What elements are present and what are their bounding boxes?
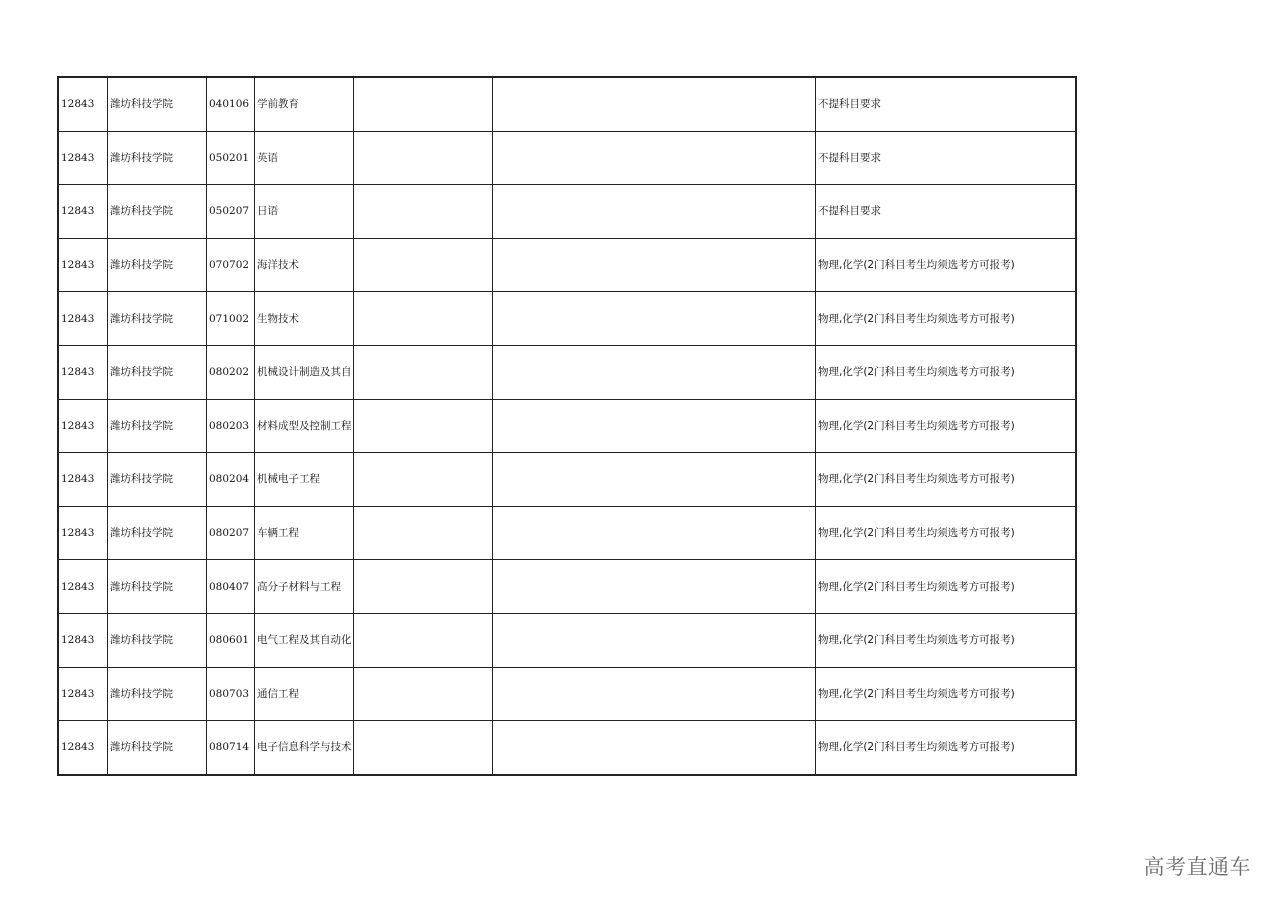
empty-cell	[354, 506, 493, 560]
empty-cell	[354, 131, 493, 185]
school-name-cell: 潍坊科技学院	[108, 453, 207, 507]
table-row	[59, 345, 1076, 399]
major-code-cell: 080714	[207, 721, 255, 775]
empty-cell	[493, 721, 816, 775]
major-name-cell: 学前教育	[255, 78, 354, 132]
major-name-cell: 英语	[255, 131, 354, 185]
major-code-cell: 080203	[207, 399, 255, 453]
empty-cell	[493, 560, 816, 614]
major-code-cell: 080207	[207, 506, 255, 560]
empty-cell	[354, 78, 493, 132]
empty-cell	[493, 345, 816, 399]
subject-requirement-cell: 物理,化学(2门科目考生均须选考方可报考)	[816, 292, 1076, 346]
subject-requirement-cell: 物理,化学(2门科目考生均须选考方可报考)	[816, 453, 1076, 507]
school-code-cell: 12843	[59, 560, 108, 614]
school-code-cell: 12843	[59, 399, 108, 453]
major-name-cell: 电气工程及其自动化	[255, 613, 354, 667]
major-code-cell: 070702	[207, 238, 255, 292]
subject-requirement-cell: 物理,化学(2门科目考生均须选考方可报考)	[816, 399, 1076, 453]
empty-cell	[493, 506, 816, 560]
table-row	[59, 292, 1076, 346]
major-name-cell: 海洋技术	[255, 238, 354, 292]
empty-cell	[493, 399, 816, 453]
major-name-cell: 机械设计制造及其自	[255, 345, 354, 399]
major-code-cell: 071002	[207, 292, 255, 346]
table-row	[59, 721, 1076, 775]
major-name-cell: 日语	[255, 185, 354, 239]
school-code-cell: 12843	[59, 506, 108, 560]
school-code-cell: 12843	[59, 453, 108, 507]
major-code-cell: 050207	[207, 185, 255, 239]
empty-cell	[354, 667, 493, 721]
school-code-cell: 12843	[59, 667, 108, 721]
empty-cell	[493, 667, 816, 721]
school-code-cell: 12843	[59, 345, 108, 399]
school-code-cell: 12843	[59, 292, 108, 346]
table-row	[59, 238, 1076, 292]
subject-requirement-cell: 不提科目要求	[816, 185, 1076, 239]
school-name-cell: 潍坊科技学院	[108, 78, 207, 132]
subject-requirement-cell: 不提科目要求	[816, 78, 1076, 132]
school-name-cell: 潍坊科技学院	[108, 131, 207, 185]
major-name-cell: 电子信息科学与技术	[255, 721, 354, 775]
table-row	[59, 399, 1076, 453]
empty-cell	[493, 453, 816, 507]
school-code-cell: 12843	[59, 131, 108, 185]
major-code-cell: 080703	[207, 667, 255, 721]
subject-requirement-cell: 物理,化学(2门科目考生均须选考方可报考)	[816, 560, 1076, 614]
empty-cell	[354, 238, 493, 292]
subject-requirement-cell: 物理,化学(2门科目考生均须选考方可报考)	[816, 238, 1076, 292]
major-name-cell: 高分子材料与工程	[255, 560, 354, 614]
table-row	[59, 131, 1076, 185]
empty-cell	[354, 560, 493, 614]
school-name-cell: 潍坊科技学院	[108, 399, 207, 453]
empty-cell	[354, 185, 493, 239]
school-name-cell: 潍坊科技学院	[108, 560, 207, 614]
table-row	[59, 453, 1076, 507]
watermark-text: 高考直通车	[1143, 855, 1251, 879]
subject-requirement-cell: 物理,化学(2门科目考生均须选考方可报考)	[816, 613, 1076, 667]
major-name-cell: 通信工程	[255, 667, 354, 721]
school-code-cell: 12843	[59, 613, 108, 667]
empty-cell	[354, 292, 493, 346]
table-row	[59, 560, 1076, 614]
table-row	[59, 185, 1076, 239]
school-code-cell: 12843	[59, 238, 108, 292]
school-name-cell: 潍坊科技学院	[108, 721, 207, 775]
school-name-cell: 潍坊科技学院	[108, 292, 207, 346]
empty-cell	[493, 78, 816, 132]
school-name-cell: 潍坊科技学院	[108, 613, 207, 667]
major-name-cell: 材料成型及控制工程	[255, 399, 354, 453]
table-row	[59, 613, 1076, 667]
major-code-cell: 050201	[207, 131, 255, 185]
empty-cell	[493, 292, 816, 346]
empty-cell	[493, 613, 816, 667]
major-name-cell: 机械电子工程	[255, 453, 354, 507]
subject-requirement-cell: 物理,化学(2门科目考生均须选考方可报考)	[816, 506, 1076, 560]
subject-requirement-cell: 物理,化学(2门科目考生均须选考方可报考)	[816, 345, 1076, 399]
empty-cell	[493, 185, 816, 239]
table-body	[59, 78, 1076, 775]
subject-requirement-cell: 物理,化学(2门科目考生均须选考方可报考)	[816, 667, 1076, 721]
empty-cell	[354, 721, 493, 775]
school-code-cell: 12843	[59, 721, 108, 775]
major-code-cell: 080601	[207, 613, 255, 667]
empty-cell	[493, 131, 816, 185]
school-code-cell: 12843	[59, 185, 108, 239]
empty-cell	[354, 345, 493, 399]
empty-cell	[354, 399, 493, 453]
school-code-cell: 12843	[59, 78, 108, 132]
empty-cell	[354, 453, 493, 507]
major-code-cell: 080204	[207, 453, 255, 507]
school-name-cell: 潍坊科技学院	[108, 238, 207, 292]
table-row	[59, 667, 1076, 721]
subject-requirement-cell: 不提科目要求	[816, 131, 1076, 185]
table-row	[59, 78, 1076, 132]
empty-cell	[493, 238, 816, 292]
major-name-cell: 车辆工程	[255, 506, 354, 560]
school-name-cell: 潍坊科技学院	[108, 345, 207, 399]
major-name-cell: 生物技术	[255, 292, 354, 346]
subject-requirements-table	[58, 77, 1076, 775]
school-name-cell: 潍坊科技学院	[108, 506, 207, 560]
major-code-cell: 040106	[207, 78, 255, 132]
major-code-cell: 080407	[207, 560, 255, 614]
major-code-cell: 080202	[207, 345, 255, 399]
table-row	[59, 506, 1076, 560]
school-name-cell: 潍坊科技学院	[108, 185, 207, 239]
empty-cell	[354, 613, 493, 667]
subject-requirement-cell: 物理,化学(2门科目考生均须选考方可报考)	[816, 721, 1076, 775]
school-name-cell: 潍坊科技学院	[108, 667, 207, 721]
